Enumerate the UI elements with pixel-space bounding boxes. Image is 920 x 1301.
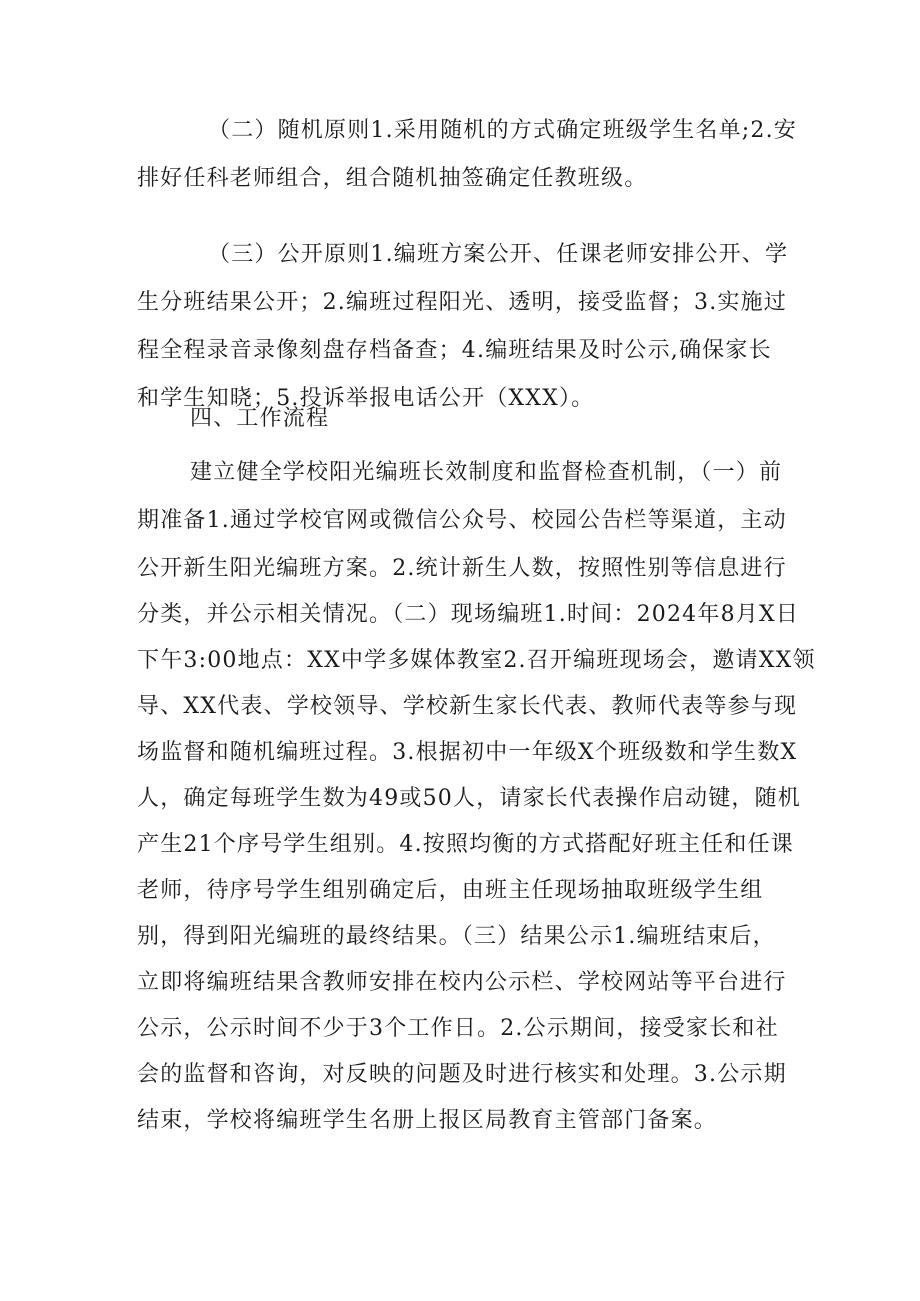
text-line: 结束，学校将编班学生名册上报区局教育主管部门备案。: [137, 1108, 718, 1133]
text-line: 导、XX代表、学校领导、学校新生家长代表、教师代表等参与现: [137, 694, 798, 719]
text-line: 排好任科老师组合，组合随机抽签确定任教班级。: [137, 166, 648, 191]
text-line: 下午3:00地点：XX中学多媒体教室2.召开编班现场会，邀请XX领: [137, 648, 816, 673]
text-line: 程全程录音录像刻盘存档备查；4.编班结果及时公示,确保家长: [137, 338, 772, 363]
text-line: 人，确定每班学生数为49或50人，请家长代表操作启动键，随机: [137, 786, 801, 811]
text-line: 会的监督和咨询，对反映的问题及时进行核实和处理。3.公示期: [137, 1062, 787, 1087]
text-line: 分类，并公示相关情况。（二）现场编班1.时间：2024年8月X日: [137, 602, 800, 627]
text-line: 公示，公示时间不少于3个工作日。2.公示期间，接受家长和社: [137, 1016, 779, 1041]
text-line: 期准备1.通过学校官网或微信公众号、校园公告栏等渠道，主动: [137, 508, 787, 533]
text-line: 场监督和随机编班过程。3.根据初中一年级X个班级数和学生数X: [137, 740, 798, 765]
text-line: 公开新生阳光编班方案。2.统计新生人数，按照性别等信息进行: [137, 556, 787, 581]
text-line: 别，得到阳光编班的最终结果。（三）结果公示1.编班结束后，: [137, 924, 776, 949]
section-heading: 四、工作流程: [190, 406, 330, 431]
text-line: 建立健全学校阳光编班长效制度和监督检查机制，（一）前: [190, 460, 783, 485]
text-line: （三）公开原则1.编班方案公开、任课老师安排公开、学: [208, 242, 789, 267]
text-line: 和学生知晓；5.投诉举报电话公开（XXX）。: [137, 386, 595, 411]
text-line: 老师，待序号学生组别确定后，由班主任现场抽取班级学生组: [137, 878, 764, 903]
text-line: 产生21个序号学生组别。4.按照均衡的方式搭配好班主任和任课: [137, 832, 794, 857]
text-line: 生分班结果公开；2.编班过程阳光、透明，接受监督；3.实施过: [137, 290, 787, 315]
text-line: 立即将编班结果含教师安排在校内公示栏、学校网站等平台进行: [137, 970, 787, 995]
text-line: （二）随机原则1.采用随机的方式确定班级学生名单;2.安: [208, 118, 797, 143]
